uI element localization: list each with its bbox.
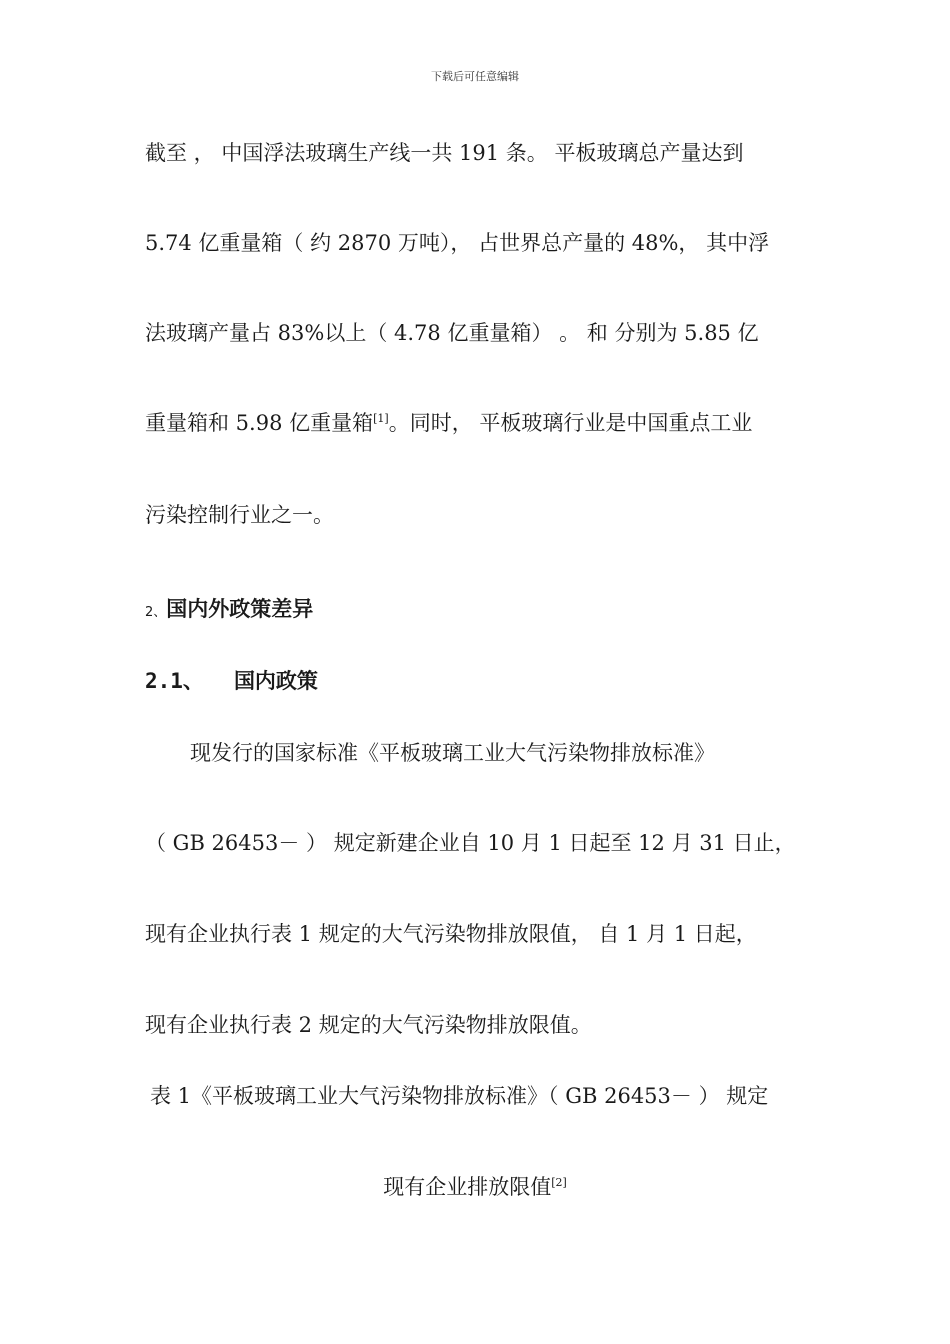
paragraph-text: 重量箱和 5.98 亿重量箱 — [145, 411, 374, 435]
paragraph-line: 法玻璃产量占 83%以上（ 4.78 亿重量箱） 。 和 分别为 5.85 亿 — [145, 321, 759, 345]
page-header: 下载后可任意编辑 — [431, 70, 519, 83]
section-separator: 、 — [153, 605, 167, 620]
paragraph-line: 5.74 亿重量箱（ 约 2870 万吨）， 占世界总产量的 48%， 其中浮 — [145, 231, 770, 255]
section-heading-2-1 — [145, 666, 318, 696]
citation-marker: [1] — [373, 412, 389, 425]
table-caption-line — [0, 1172, 950, 1202]
section-number: 2.1、 — [145, 669, 204, 693]
paragraph-text: 。同时， 平板玻璃行业是中国重点工业 — [388, 411, 753, 435]
paragraph-line — [145, 408, 807, 438]
paragraph-line: 现有企业执行表 2 规定的大气污染物排放限值。 — [145, 1013, 592, 1037]
paragraph-line: 现有企业执行表 1 规定的大气污染物排放限值， 自 1 月 1 日起， — [145, 922, 757, 946]
table-caption-text: 现有企业排放限值 — [383, 1175, 552, 1199]
section-heading-2 — [145, 594, 313, 628]
paragraph-line: 现发行的国家标准《平板玻璃工业大气污染物排放标准》 — [190, 741, 715, 765]
paragraph-line: （ GB 26453－ ） 规定新建企业自 10 月 1 日起至 12 月 31 日止， — [145, 831, 796, 855]
section-title: 国内政策 — [233, 669, 318, 693]
section-title: 国内外政策差异 — [166, 597, 314, 621]
table-caption-line: 表 1《平板玻璃工业大气污染物排放标准》（ GB 26453－ ） 规定 — [150, 1084, 769, 1108]
citation-marker: [2] — [551, 1176, 567, 1189]
paragraph-line: 截至 ， 中国浮法玻璃生产线一共 191 条。 平板玻璃总产量达到 — [145, 141, 744, 165]
paragraph-line: 污染控制行业之一。 — [145, 503, 334, 527]
section-number: 2 — [145, 605, 154, 620]
